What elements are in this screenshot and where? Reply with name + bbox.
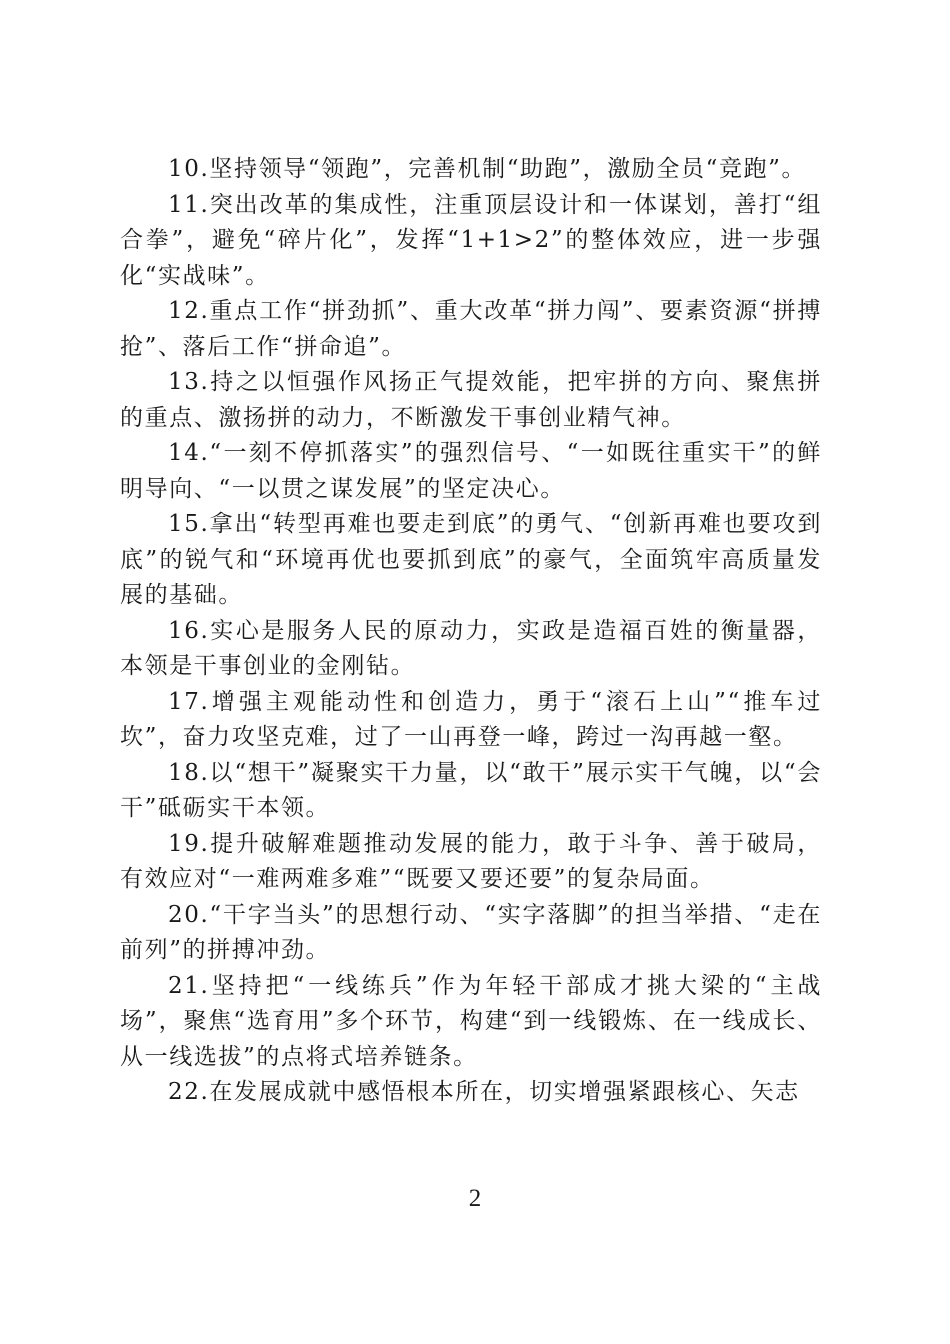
paragraph-13: 13.持之以恒强作风扬正气提效能，把牢拼的方向、聚焦拼的重点、激扬拼的动力，不断激发干事创业精气神。: [120, 369, 822, 431]
paragraph-15: 15.拿出“转型再难也要走到底”的勇气、“创新再难也要攻到底”的锐气和“环境再优也要抓到底”的豪气，全面筑牢高质量发展的基础。: [120, 511, 822, 608]
paragraph-12: 12.重点工作“拼劲抓”、重大改革“拼力闯”、要素资源“拼搏抢”、落后工作“拼命追”。: [120, 298, 822, 360]
paragraph-18: 18.以“想干”凝聚实干力量，以“敢干”展示实干气魄，以“会干”砥砺实干本领。: [120, 759, 822, 821]
paragraph-17: 17.增强主观能动性和创造力，勇于“滚石上山”“推车过坎”，奋力攻坚克难，过了一山再登一峰，跨过一沟再越一壑。: [120, 688, 822, 750]
paragraph-20: 20.“干字当头”的思想行动、“实字落脚”的担当举措、“走在前列”的拼搏冲劲。: [120, 901, 822, 963]
paragraph-10: 10.坚持领导“领跑”，完善机制“助跑”，激励全员“竞跑”。: [168, 156, 807, 182]
document-body: [120, 152, 822, 1111]
page-number: 2: [468, 1185, 482, 1212]
paragraph-19: 19.提升破解难题推动发展的能力，敢于斗争、善于破局，有效应对“一难两难多难”“既要又要还要”的复杂局面。: [120, 830, 822, 892]
paragraph-11: 11.突出改革的集成性，注重顶层设计和一体谋划，善打“组合拳”，避免“碎片化”，发挥“1+1>2”的整体效应，进一步强化“实战味”。: [120, 191, 822, 289]
paragraph-22: 22.在发展成就中感悟根本所在，切实增强紧跟核心、矢志: [168, 1079, 800, 1105]
paragraph-21: 21.坚持把“一线练兵”作为年轻干部成才挑大梁的“主战场”，聚焦“选育用”多个环节，构建“到一线锻炼、在一线成长、从一线选拔”的点将式培养链条。: [120, 972, 822, 1070]
paragraph-14: 14.“一刻不停抓落实”的强烈信号、“一如既往重实干”的鲜明导向、“一以贯之谋发展”的坚定决心。: [120, 440, 822, 502]
paragraph-16: 16.实心是服务人民的原动力，实政是造福百姓的衡量器，本领是干事创业的金刚钻。: [120, 617, 822, 679]
